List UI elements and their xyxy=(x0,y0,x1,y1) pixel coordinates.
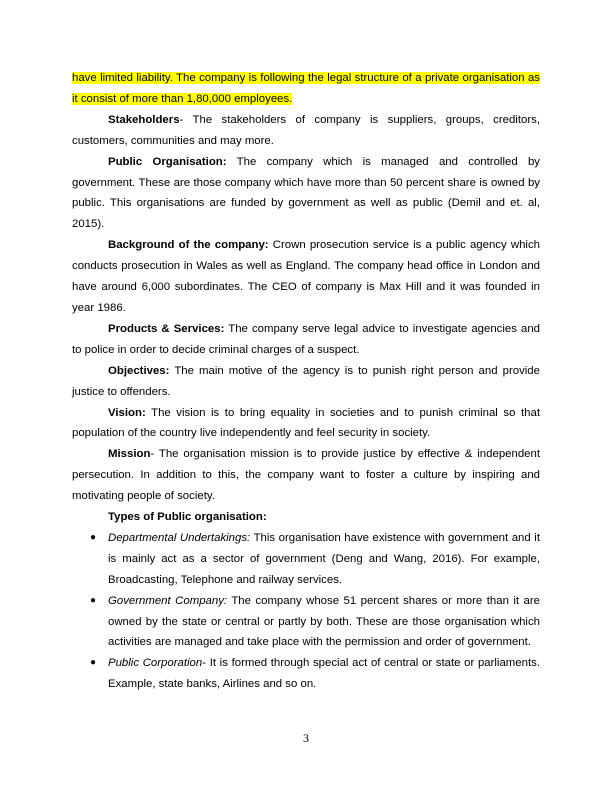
paragraph-heading: Vision: xyxy=(108,406,146,419)
paragraph-heading: Public Organisation: xyxy=(108,155,227,168)
paragraph-mission: Mission- The organisation mission is to provide justice by effective & independent persecution. In addition to this, the company want to foster a culture by inspiring and motivating people of society. xyxy=(72,448,540,503)
paragraph-body: The company which is managed and controlled by government. These are those company which have more than 50 percent share is owned by public. This organisations are funded by government as well as public (Demil and et. al, 2015). xyxy=(72,155,540,231)
paragraph-body: The stakeholders of company is suppliers, groups, creditors, customers, communities and may more. xyxy=(72,113,540,147)
list-item-body: The company whose 51 percent shares or more than it are owned by the state or central or partly by both. These are those organisation which activities are managed and take place with the permission and order of government. xyxy=(108,594,540,649)
paragraph-body: The main motive of the agency is to punish right person and provide justice to offenders. xyxy=(72,364,540,398)
types-heading: Types of Public organisation: xyxy=(108,511,267,524)
paragraph-heading: Mission xyxy=(108,448,151,461)
list-item-term: Government Company: xyxy=(108,594,228,607)
list-item-body: It is formed through special act of central or state or parliaments. Example, state banks, Airlines and so on. xyxy=(108,657,540,691)
paragraph-body: The vision is to bring equality in societies and to punish criminal so that population of the country live independently and feel security in society. xyxy=(72,406,540,440)
paragraph-heading: Background of the company: xyxy=(108,239,269,252)
paragraph-products-services xyxy=(72,319,540,361)
highlighted-text: have limited liability. The company is following the legal structure of a private organisation as it consist of more than 1,80,000 employees. xyxy=(72,72,540,105)
paragraph-vision xyxy=(72,403,540,445)
paragraph-heading: Stakeholders xyxy=(108,113,180,126)
list-item-term: Public Corporation xyxy=(108,657,203,670)
intro-paragraph xyxy=(72,68,540,110)
list-item-body: This organisation have existence with government and it is mainly act as a sector of government (Deng and Wang, 2016). For example, Broadcasting, Telephone and railway services. xyxy=(108,531,540,586)
list-item xyxy=(72,528,540,591)
paragraph-objectives xyxy=(72,361,540,403)
page-content xyxy=(72,68,540,695)
list-item: ● Public Corporation- It is formed through special act of central or state or parliaments. Example, state banks, Airlines and so on. xyxy=(72,653,540,695)
types-list xyxy=(72,528,540,695)
paragraph-body: The company serve legal advice to investigate agencies and to police in order to decide criminal charges of a suspect. xyxy=(72,322,540,356)
list-item xyxy=(72,591,540,654)
paragraph-background xyxy=(72,235,540,319)
page-number: 3 xyxy=(303,731,309,745)
paragraph-heading: Products & Services: xyxy=(108,322,225,335)
bullet-icon: ● xyxy=(90,531,97,543)
bullet-icon: ● xyxy=(90,594,97,606)
list-item-term: Departmental Undertakings: xyxy=(108,531,251,544)
paragraph-heading: Objectives: xyxy=(108,364,170,377)
paragraph-public-organisation xyxy=(72,152,540,236)
paragraph-body: The organisation mission is to provide justice by effective & independent persecution. In addition to this, the company want to foster a culture by inspiring and motivating people of society. xyxy=(72,448,540,503)
bullet-icon: ● xyxy=(90,657,97,669)
paragraph-stakeholders: Stakeholders- The stakeholders of company is suppliers, groups, creditors, customers, communities and may more. xyxy=(72,113,540,147)
paragraph-body: Crown prosecution service is a public agency which conducts prosecution in Wales as well as England. The company head office in London and have around 6,000 subordinates. The CEO of company is Max Hill and it was founded in year 1986. xyxy=(72,239,540,314)
